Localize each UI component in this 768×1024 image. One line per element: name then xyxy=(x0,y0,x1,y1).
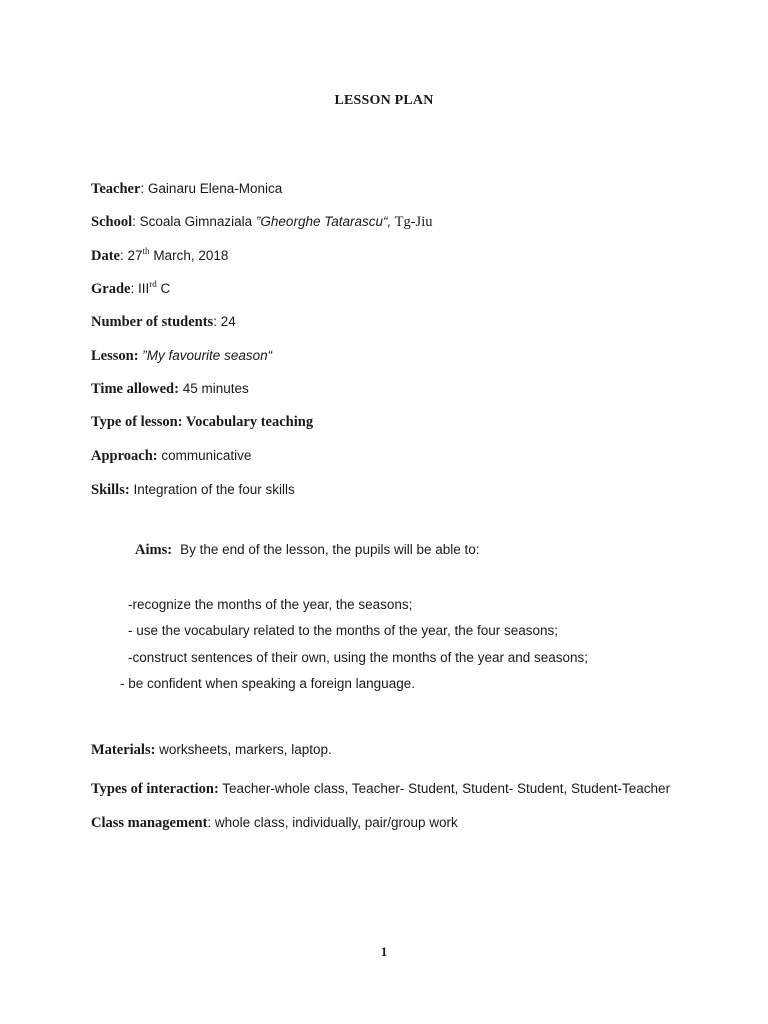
skills-label: Skills: xyxy=(91,482,130,498)
interaction-label: Types of interaction: xyxy=(91,781,219,797)
school-line xyxy=(91,213,432,231)
time-value: 45 minutes xyxy=(178,381,249,396)
page-number: 1 xyxy=(380,944,388,959)
lesson-line xyxy=(91,347,272,365)
students-line xyxy=(91,313,236,331)
teacher-line xyxy=(91,180,282,198)
approach-line xyxy=(91,447,251,465)
aim-item-3: -construct sentences of their own, using the months of the year and seasons; xyxy=(128,650,589,665)
lesson-label: Lesson: xyxy=(91,348,139,364)
aim-item-4: - be confident when speaking a foreign language. xyxy=(120,676,415,691)
teacher-value: Gainaru Elena-Monica xyxy=(147,181,283,196)
date-rest: March, 2018 xyxy=(149,248,229,263)
students-label: Number of students xyxy=(91,314,214,330)
type-label: Type of lesson: Vocabulary teaching xyxy=(91,414,314,430)
time-line xyxy=(91,380,249,398)
materials-label: Materials: xyxy=(91,742,156,758)
date-day-suffix: th xyxy=(142,246,150,257)
grade-value: III xyxy=(137,281,150,296)
page-title: LESSON PLAN xyxy=(334,93,434,108)
materials-line xyxy=(91,741,332,759)
approach-value: communicative xyxy=(157,448,252,463)
date-sep: : xyxy=(120,248,128,263)
school-value-prefix: Scoala Gimnaziala xyxy=(139,214,256,229)
grade-label: Grade xyxy=(91,281,131,297)
interaction-value: Teacher-whole class, Teacher- Student, Student- Student, Student-Teacher xyxy=(218,781,671,796)
management-label: Class management xyxy=(91,815,208,831)
time-label: Time allowed: xyxy=(91,381,179,397)
students-value: 24 xyxy=(220,314,236,329)
students-sep: : xyxy=(213,314,221,329)
grade-sep: : xyxy=(130,281,138,296)
grade-line xyxy=(91,280,170,298)
lesson-value: ”My favourite season“ xyxy=(138,348,273,363)
school-name: ”Gheorghe Tatarascu“, xyxy=(255,214,392,229)
aim-item-1: -recognize the months of the year, the seasons; xyxy=(128,597,413,612)
skills-line xyxy=(91,481,295,499)
aims-label: Aims: xyxy=(135,542,173,558)
management-value: : whole class, individually, pair/group work xyxy=(207,815,458,830)
grade-sup: rd xyxy=(149,279,157,290)
date-day: 27 xyxy=(127,248,143,263)
grade-suffix: C xyxy=(156,281,171,296)
type-line xyxy=(91,413,313,431)
interaction-line xyxy=(91,780,670,798)
materials-value: worksheets, markers, laptop. xyxy=(155,742,332,757)
teacher-sep: : xyxy=(140,181,148,196)
school-city: Tg-Jiu xyxy=(391,214,433,230)
school-label: School xyxy=(91,214,133,230)
aim-item-2: - use the vocabulary related to the months of the year, the four seasons; xyxy=(128,623,559,638)
aims-line xyxy=(135,541,480,559)
teacher-label: Teacher xyxy=(91,181,141,197)
skills-value: Integration of the four skills xyxy=(129,482,295,497)
aims-intro: By the end of the lesson, the pupils will be able to: xyxy=(180,542,480,557)
date-label: Date xyxy=(91,248,120,264)
school-sep: : xyxy=(132,214,140,229)
date-line xyxy=(91,247,228,265)
approach-label: Approach: xyxy=(91,448,158,464)
management-line xyxy=(91,814,458,832)
